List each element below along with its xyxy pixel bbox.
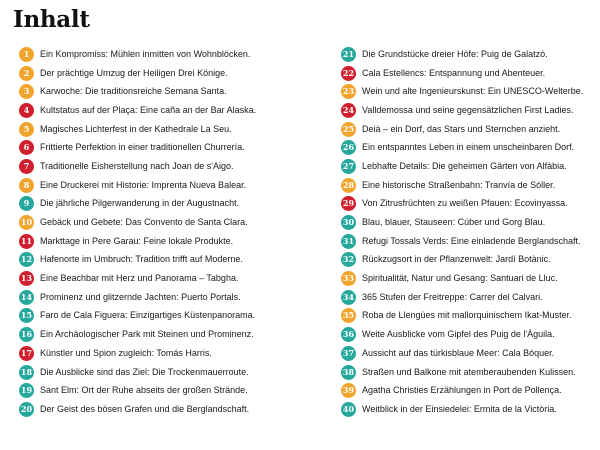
chapter-title: Hafenorte im Umbruch: Tradition trifft auf Moderne. [40, 254, 243, 265]
chapter-number-badge: 26 [341, 140, 356, 155]
chapter-number-badge: 20 [19, 402, 34, 417]
chapter-title: Frittierte Perfektion in einer traditionellen Churrería. [40, 142, 245, 153]
toc-entry [19, 400, 281, 419]
toc-entry [19, 232, 281, 251]
chapter-number-badge: 37 [341, 346, 356, 361]
chapter-title: Straßen und Balkone mit atemberaubenden Kulissen. [362, 366, 576, 377]
chapter-number-badge: 13 [19, 271, 34, 286]
toc-entry [341, 176, 600, 195]
toc-entry [341, 138, 600, 157]
toc-entry [341, 288, 600, 307]
chapter-number-badge: 28 [341, 178, 356, 193]
chapter-number-badge: 23 [341, 84, 356, 99]
chapter-title: Blau, blauer, Stauseen: Cúber und Gorg Blau. [362, 217, 546, 228]
chapter-title: Ein entspanntes Leben in einem unscheinbaren Dorf. [362, 142, 575, 153]
toc-column-left [19, 45, 281, 419]
toc-entry [19, 288, 281, 307]
chapter-number-badge: 6 [19, 140, 34, 155]
chapter-number-badge: 30 [341, 215, 356, 230]
toc-entry [341, 307, 600, 326]
chapter-number-badge: 36 [341, 327, 356, 342]
chapter-title: Aussicht auf das türkisblaue Meer: Cala Bóquer. [362, 347, 555, 358]
chapter-number-badge: 8 [19, 178, 34, 193]
chapter-number-badge: 24 [341, 103, 356, 118]
chapter-number-badge: 17 [19, 346, 34, 361]
chapter-number-badge: 1 [19, 47, 34, 62]
chapter-title: Die jährliche Pilgerwanderung in der Augustnacht. [40, 198, 240, 209]
toc-column-right [341, 45, 600, 419]
chapter-title: Weitblick in der Einsiedelei: Ermita de la Victòria. [362, 403, 557, 414]
chapter-title: 365 Stufen der Freitreppe: Carrer del Calvari. [362, 291, 543, 302]
chapter-number-badge: 32 [341, 252, 356, 267]
toc-entry [19, 101, 281, 120]
chapter-number-badge: 12 [19, 252, 34, 267]
chapter-title: Traditionelle Eisherstellung nach Joan de s'Aigo. [40, 160, 234, 171]
chapter-number-badge: 31 [341, 234, 356, 249]
toc-entry [19, 344, 281, 363]
chapter-number-badge: 15 [19, 308, 34, 323]
chapter-title: Ein Archäologischer Park mit Steinen und Prominenz. [40, 329, 254, 340]
toc-entry [341, 400, 600, 419]
chapter-title: Eine Beachbar mit Herz und Panorama – Tabgha. [40, 273, 239, 284]
chapter-title: Kultstatus auf der Plaça: Eine caña an der Bar Alaska. [40, 104, 257, 115]
chapter-title: Der prächtige Umzug der Heiligen Drei Könige. [40, 67, 228, 78]
chapter-title: Cala Estellencs: Entspannung und Abenteuer. [362, 67, 546, 78]
toc-entry [341, 269, 600, 288]
toc-entry [19, 195, 281, 214]
chapter-title: Prominenz und glitzernde Jachten: Puerto Portals. [40, 291, 241, 302]
chapter-number-badge: 21 [341, 47, 356, 62]
toc-entry [19, 325, 281, 344]
chapter-title: Faro de Cala Figuera: Einzigartiges Küstenpanorama. [40, 310, 256, 321]
toc-entry [19, 251, 281, 270]
toc-entry [19, 45, 281, 64]
toc-entry [19, 157, 281, 176]
chapter-title: Lebhafte Details: Die geheimen Gärten von Alfàbia. [362, 160, 567, 171]
toc-entry [19, 120, 281, 139]
chapter-number-badge: 5 [19, 122, 34, 137]
chapter-title: Wein und alte Ingenieurskunst: Ein UNESCO-Welterbe. [362, 86, 584, 97]
chapter-title: Der Geist des bösen Grafen und die Berglandschaft. [40, 403, 250, 414]
chapter-number-badge: 38 [341, 365, 356, 380]
chapter-title: Die Ausblicke sind das Ziel: Die Trockenmauerroute. [40, 366, 249, 377]
chapter-number-badge: 11 [19, 234, 34, 249]
toc-entry [19, 307, 281, 326]
chapter-number-badge: 2 [19, 66, 34, 81]
chapter-title: Eine historische Straßenbahn: Tranvía de Sóller. [362, 179, 556, 190]
toc-entry [19, 138, 281, 157]
toc-entry [19, 213, 281, 232]
chapter-title: Refugi Tossals Verds: Eine einladende Berglandschaft. [362, 235, 581, 246]
toc-entry [19, 64, 281, 83]
chapter-number-badge: 29 [341, 196, 356, 211]
chapter-title: Markttage in Pere Garau: Feine lokale Produkte. [40, 235, 234, 246]
toc-entry [341, 157, 600, 176]
chapter-number-badge: 27 [341, 159, 356, 174]
chapter-title: Valldemossa und seine gegensätzlichen First Ladies. [362, 104, 574, 115]
toc-entry [341, 381, 600, 400]
chapter-number-badge: 10 [19, 215, 34, 230]
toc-entry [341, 120, 600, 139]
chapter-title: Ein Kompromiss: Mühlen inmitten von Wohnblöcken. [40, 48, 251, 59]
chapter-title: Deià – ein Dorf, das Stars und Sternchen anzieht. [362, 123, 561, 134]
chapter-title: Agatha Christies Erzählungen in Port de Pollença. [362, 385, 562, 396]
chapter-number-badge: 18 [19, 365, 34, 380]
toc-entry [19, 381, 281, 400]
chapter-number-badge: 33 [341, 271, 356, 286]
chapter-title: Rückzugsort in der Pflanzenwelt: Jardí Botànic. [362, 254, 551, 265]
chapter-title: Sant Elm: Ort der Ruhe abseits der großen Strände. [40, 385, 248, 396]
toc-entry [341, 64, 600, 83]
chapter-number-badge: 14 [19, 290, 34, 305]
toc-entry [341, 251, 600, 270]
chapter-title: Karwoche: Die traditionsreiche Semana Santa. [40, 86, 227, 97]
chapter-number-badge: 3 [19, 84, 34, 99]
toc-entry [341, 101, 600, 120]
chapter-title: Von Zitrusfrüchten zu weißen Pfauen: Ecovinyassa. [362, 198, 568, 209]
toc-entry [341, 344, 600, 363]
chapter-number-badge: 4 [19, 103, 34, 118]
chapter-title: Die Grundstücke dreier Höfe: Puig de Galatzó. [362, 48, 548, 59]
chapter-number-badge: 39 [341, 383, 356, 398]
toc-entry [19, 269, 281, 288]
chapter-title: Eine Druckerei mit Historie: Imprenta Nueva Balear. [40, 179, 247, 190]
chapter-number-badge: 16 [19, 327, 34, 342]
chapter-title: Roba de Llengües mit mallorquinischem Ikat-Muster. [362, 310, 572, 321]
chapter-title: Spiritualität, Natur und Gesang: Santuari de Lluc. [362, 273, 558, 284]
chapter-number-badge: 7 [19, 159, 34, 174]
chapter-number-badge: 35 [341, 308, 356, 323]
toc-entry [341, 363, 600, 382]
toc-entry [341, 325, 600, 344]
toc-entry [341, 213, 600, 232]
chapter-number-badge: 25 [341, 122, 356, 137]
toc-entry [341, 82, 600, 101]
chapter-number-badge: 22 [341, 66, 356, 81]
chapter-number-badge: 9 [19, 196, 34, 211]
toc-entry [19, 176, 281, 195]
page-title: Inhalt [13, 6, 90, 33]
toc-entry [341, 195, 600, 214]
toc-entry [341, 45, 600, 64]
chapter-number-badge: 40 [341, 402, 356, 417]
chapter-title: Künstler und Spion zugleich: Tomás Harris. [40, 347, 212, 358]
chapter-title: Gebäck und Gebete: Das Convento de Santa Clara. [40, 217, 248, 228]
chapter-number-badge: 19 [19, 383, 34, 398]
toc-entry [19, 363, 281, 382]
toc-entry [341, 232, 600, 251]
chapter-title: Magisches Lichterfest in der Kathedrale La Seu. [40, 123, 232, 134]
chapter-number-badge: 34 [341, 290, 356, 305]
toc-entry [19, 82, 281, 101]
chapter-title: Weite Ausblicke vom Gipfel des Puig de l'Àguila. [362, 329, 555, 340]
